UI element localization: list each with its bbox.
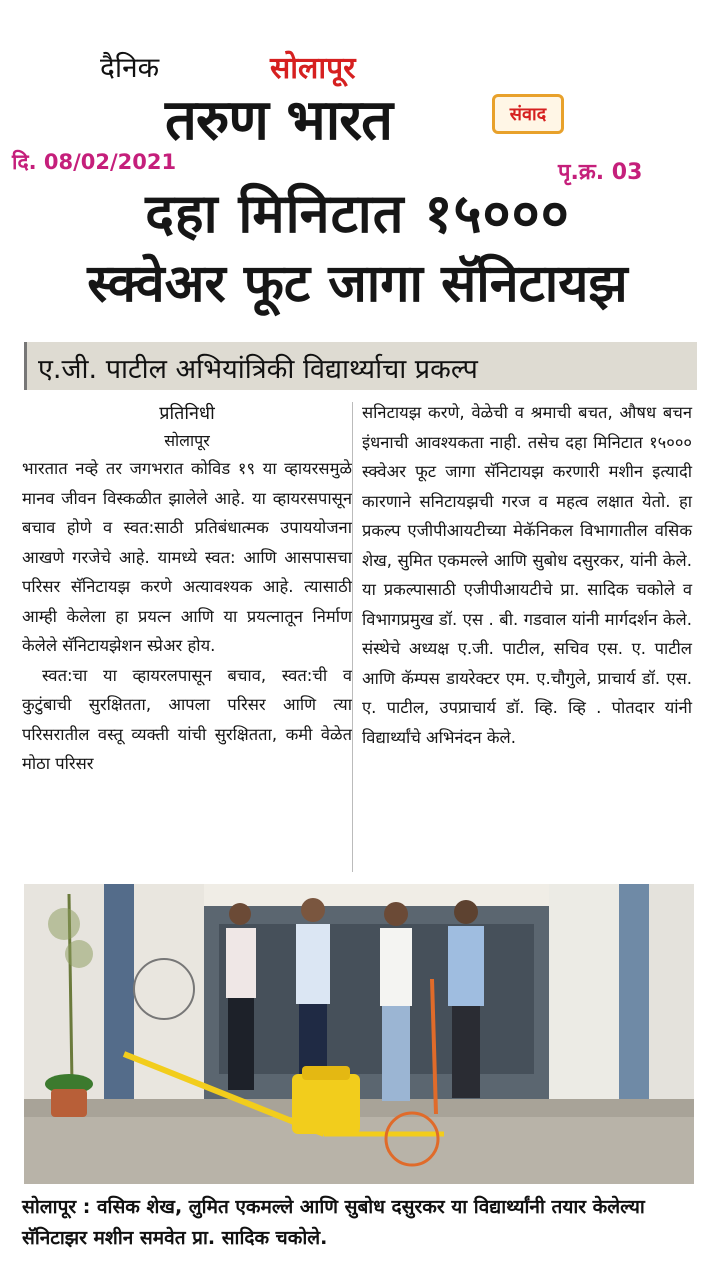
article-column-right: [362, 398, 692, 752]
newspaper-city-label: सोलापूर: [270, 51, 356, 86]
article-paragraph-2: स्वत:चा या व्हायरलपासून बचाव, स्वत:ची व कुटुंबाची सुरक्षितता, आपला परिसर आणि त्या परिसरातील वस्तू व्यक्ती यांची सुरक्षितता, कमी वेळेत मोठा परिसर: [22, 665, 352, 773]
news-photo: [24, 884, 694, 1184]
photo-caption: सोलापूर : वसिक शेख, लुमित एकमल्ले आणि सुबोध दसुरकर या विद्यार्थ्यांनी तयार केलेल्या सॅनिटाझर मशीन समवेत प्रा. सादिक चकोले.: [22, 1196, 645, 1249]
headline-line-1: दहा मिनिटात १५०००: [145, 182, 570, 245]
byline-reporter: प्रतिनिधी: [159, 403, 215, 424]
article-paragraph-1: भारतात नव्हे तर जगभरात कोविड १९ या व्हायरसमुळे मानव जीवन विस्कळीत झालेले आहे. या व्हायरसपासून बचाव होणे व स्वत:साठी प्रतिबंधात्मक उपाययोजना आखणे गरजेचे आहे. यामध्ये स्वत: आणि आसपासचा परिसर सॅनिटायझ करणे अत्यावश्यक आहे. त्यासाठी आम्ही केलेला हा प्रयत्न आणि या प्रयत्नातून निर्माण केलेले सॅनिटायझेशन स्प्रेअर होय.: [22, 459, 352, 655]
page-number: पृ.क्र. 03: [558, 160, 643, 185]
column-divider: [352, 402, 353, 872]
article-column-left: [22, 400, 352, 779]
publish-date: दि. 08/02/2021: [12, 150, 177, 174]
headline-line-2: स्क्वेअर फूट जागा सॅनिटायझ: [87, 254, 628, 314]
byline-city: सोलापूर: [164, 431, 210, 450]
samvad-badge: संवाद: [492, 94, 564, 134]
photo-illustration: [24, 884, 694, 1184]
newspaper-daily-label: दैनिक: [100, 51, 160, 84]
article-paragraph-3: सनिटायझ करणे, वेळेची व श्रमाची बचत, औषध बचन इंधनाची आवश्यकता नाही. तसेच दहा मिनिटात १५००० स्क्वेअर फूट जागा सॅनिटायझ करणारी मशीन इत्यादी कारणाने सनिटायझची गरज व महत्व लक्षात येतो. हा प्रकल्प एजीपीआयटीच्या मेकॅनिकल विभागातील वसिक शेख, सुमित एकमल्ले आणि सुबोध दसुरकर, यांनी केले. या प्रकल्पासाठी एजीपीआयटीचे प्रा. सादिक चकोले व विभागप्रमुख डॉ. एस . बी. गडवाल यांनी मार्गदर्शन केले. संस्थेचे अध्यक्ष ए.जी. पाटील, सचिव एस. ए. पाटील आणि कॅम्पस डायरेक्टर एम. ए.चौगुले, प्राचार्य डॉ. एस. ए. पाटील, उपप्राचार्य डॉ. व्हि. व्हि . पोतदार यांनी विद्यार्थ्यांचे अभिनंदन केले.: [362, 403, 692, 747]
subheadline: ए.जी. पाटील अभियांत्रिकी विद्यार्थ्याचा प्रकल्प: [38, 354, 478, 385]
newspaper-title: तरुण भारत: [165, 88, 393, 153]
